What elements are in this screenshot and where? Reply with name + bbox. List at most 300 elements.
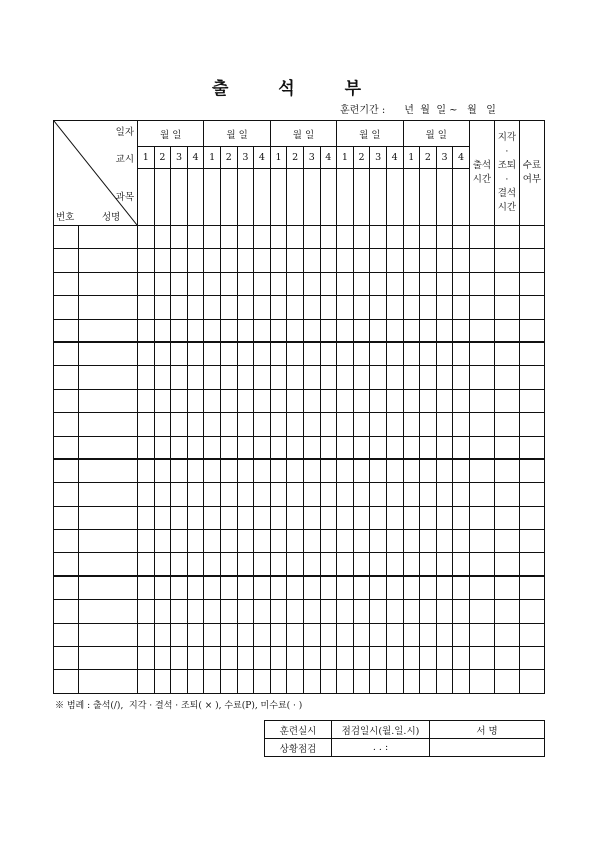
row-name-cell[interactable] xyxy=(79,249,138,272)
row-name-cell[interactable] xyxy=(79,670,138,693)
attendance-mark-cell[interactable] xyxy=(370,413,387,436)
attendance-mark-cell[interactable] xyxy=(187,459,204,482)
attendance-mark-cell[interactable] xyxy=(453,249,470,272)
attendance-time-cell[interactable] xyxy=(469,319,494,342)
subject-cell[interactable] xyxy=(320,169,337,226)
completion-cell[interactable] xyxy=(519,226,544,249)
attendance-mark-cell[interactable] xyxy=(303,319,320,342)
attendance-mark-cell[interactable] xyxy=(420,296,437,319)
row-name-cell[interactable] xyxy=(79,342,138,365)
late-leave-time-cell[interactable] xyxy=(494,272,519,295)
attendance-mark-cell[interactable] xyxy=(353,670,370,693)
attendance-mark-cell[interactable] xyxy=(386,647,403,670)
attendance-mark-cell[interactable] xyxy=(353,459,370,482)
attendance-mark-cell[interactable] xyxy=(220,296,237,319)
attendance-mark-cell[interactable] xyxy=(220,553,237,576)
attendance-mark-cell[interactable] xyxy=(303,483,320,506)
attendance-mark-cell[interactable] xyxy=(370,600,387,623)
attendance-mark-cell[interactable] xyxy=(370,530,387,553)
attendance-mark-cell[interactable] xyxy=(353,366,370,389)
attendance-mark-cell[interactable] xyxy=(386,249,403,272)
completion-cell[interactable] xyxy=(519,436,544,459)
row-name-cell[interactable] xyxy=(79,506,138,529)
row-number-cell[interactable] xyxy=(54,553,79,576)
attendance-mark-cell[interactable] xyxy=(353,272,370,295)
attendance-mark-cell[interactable] xyxy=(303,272,320,295)
row-number-cell[interactable] xyxy=(54,436,79,459)
row-name-cell[interactable] xyxy=(79,600,138,623)
attendance-mark-cell[interactable] xyxy=(154,647,171,670)
attendance-mark-cell[interactable] xyxy=(370,647,387,670)
attendance-mark-cell[interactable] xyxy=(270,389,287,412)
attendance-mark-cell[interactable] xyxy=(320,226,337,249)
attendance-mark-cell[interactable] xyxy=(453,296,470,319)
attendance-mark-cell[interactable] xyxy=(420,249,437,272)
attendance-mark-cell[interactable] xyxy=(303,342,320,365)
attendance-mark-cell[interactable] xyxy=(220,389,237,412)
attendance-mark-cell[interactable] xyxy=(220,506,237,529)
attendance-mark-cell[interactable] xyxy=(386,670,403,693)
attendance-mark-cell[interactable] xyxy=(187,296,204,319)
attendance-mark-cell[interactable] xyxy=(320,389,337,412)
attendance-mark-cell[interactable] xyxy=(370,389,387,412)
attendance-mark-cell[interactable] xyxy=(187,436,204,459)
attendance-mark-cell[interactable] xyxy=(220,576,237,599)
attendance-mark-cell[interactable] xyxy=(337,670,354,693)
attendance-mark-cell[interactable] xyxy=(453,647,470,670)
attendance-mark-cell[interactable] xyxy=(237,483,254,506)
late-leave-time-cell[interactable] xyxy=(494,553,519,576)
attendance-mark-cell[interactable] xyxy=(138,366,155,389)
attendance-mark-cell[interactable] xyxy=(237,366,254,389)
row-number-cell[interactable] xyxy=(54,670,79,693)
attendance-mark-cell[interactable] xyxy=(138,413,155,436)
attendance-mark-cell[interactable] xyxy=(204,226,221,249)
attendance-mark-cell[interactable] xyxy=(353,226,370,249)
attendance-time-cell[interactable] xyxy=(469,366,494,389)
attendance-mark-cell[interactable] xyxy=(353,389,370,412)
attendance-time-cell[interactable] xyxy=(469,459,494,482)
attendance-mark-cell[interactable] xyxy=(237,530,254,553)
attendance-mark-cell[interactable] xyxy=(270,623,287,646)
attendance-mark-cell[interactable] xyxy=(204,366,221,389)
attendance-mark-cell[interactable] xyxy=(204,600,221,623)
subject-cell[interactable] xyxy=(303,169,320,226)
attendance-mark-cell[interactable] xyxy=(320,319,337,342)
attendance-mark-cell[interactable] xyxy=(453,576,470,599)
attendance-mark-cell[interactable] xyxy=(287,506,304,529)
attendance-mark-cell[interactable] xyxy=(436,436,453,459)
attendance-mark-cell[interactable] xyxy=(386,226,403,249)
completion-cell[interactable] xyxy=(519,296,544,319)
attendance-mark-cell[interactable] xyxy=(337,530,354,553)
completion-cell[interactable] xyxy=(519,553,544,576)
attendance-mark-cell[interactable] xyxy=(320,413,337,436)
attendance-time-cell[interactable] xyxy=(469,670,494,693)
attendance-mark-cell[interactable] xyxy=(386,296,403,319)
late-leave-time-cell[interactable] xyxy=(494,226,519,249)
attendance-mark-cell[interactable] xyxy=(320,647,337,670)
inspection-datetime-field[interactable]: . . : xyxy=(332,739,430,757)
row-number-cell[interactable] xyxy=(54,389,79,412)
attendance-time-cell[interactable] xyxy=(469,506,494,529)
attendance-mark-cell[interactable] xyxy=(420,600,437,623)
attendance-mark-cell[interactable] xyxy=(303,647,320,670)
attendance-mark-cell[interactable] xyxy=(403,366,420,389)
attendance-mark-cell[interactable] xyxy=(453,389,470,412)
row-name-cell[interactable] xyxy=(79,576,138,599)
attendance-time-cell[interactable] xyxy=(469,576,494,599)
attendance-mark-cell[interactable] xyxy=(138,647,155,670)
late-leave-time-cell[interactable] xyxy=(494,506,519,529)
attendance-mark-cell[interactable] xyxy=(171,623,188,646)
attendance-mark-cell[interactable] xyxy=(254,553,271,576)
attendance-mark-cell[interactable] xyxy=(237,342,254,365)
attendance-mark-cell[interactable] xyxy=(403,600,420,623)
attendance-mark-cell[interactable] xyxy=(171,319,188,342)
attendance-mark-cell[interactable] xyxy=(453,226,470,249)
attendance-mark-cell[interactable] xyxy=(320,530,337,553)
late-leave-time-cell[interactable] xyxy=(494,647,519,670)
attendance-mark-cell[interactable] xyxy=(453,459,470,482)
row-number-cell[interactable] xyxy=(54,647,79,670)
attendance-mark-cell[interactable] xyxy=(337,647,354,670)
subject-cell[interactable] xyxy=(287,169,304,226)
attendance-mark-cell[interactable] xyxy=(138,623,155,646)
attendance-time-cell[interactable] xyxy=(469,623,494,646)
attendance-mark-cell[interactable] xyxy=(320,436,337,459)
row-name-cell[interactable] xyxy=(79,647,138,670)
attendance-mark-cell[interactable] xyxy=(220,342,237,365)
attendance-mark-cell[interactable] xyxy=(403,647,420,670)
attendance-mark-cell[interactable] xyxy=(254,506,271,529)
attendance-mark-cell[interactable] xyxy=(154,272,171,295)
late-leave-time-cell[interactable] xyxy=(494,623,519,646)
attendance-mark-cell[interactable] xyxy=(386,436,403,459)
row-number-cell[interactable] xyxy=(54,600,79,623)
attendance-mark-cell[interactable] xyxy=(138,530,155,553)
attendance-time-cell[interactable] xyxy=(469,483,494,506)
attendance-mark-cell[interactable] xyxy=(220,249,237,272)
attendance-mark-cell[interactable] xyxy=(138,436,155,459)
attendance-mark-cell[interactable] xyxy=(187,226,204,249)
attendance-mark-cell[interactable] xyxy=(187,506,204,529)
attendance-mark-cell[interactable] xyxy=(370,296,387,319)
attendance-mark-cell[interactable] xyxy=(287,249,304,272)
subject-cell[interactable] xyxy=(337,169,354,226)
attendance-mark-cell[interactable] xyxy=(287,600,304,623)
attendance-time-cell[interactable] xyxy=(469,226,494,249)
attendance-mark-cell[interactable] xyxy=(337,272,354,295)
attendance-mark-cell[interactable] xyxy=(287,623,304,646)
attendance-mark-cell[interactable] xyxy=(420,483,437,506)
attendance-time-cell[interactable] xyxy=(469,296,494,319)
attendance-mark-cell[interactable] xyxy=(270,272,287,295)
attendance-mark-cell[interactable] xyxy=(403,506,420,529)
attendance-mark-cell[interactable] xyxy=(270,319,287,342)
attendance-mark-cell[interactable] xyxy=(320,342,337,365)
late-leave-time-cell[interactable] xyxy=(494,249,519,272)
completion-cell[interactable] xyxy=(519,389,544,412)
attendance-mark-cell[interactable] xyxy=(204,506,221,529)
attendance-mark-cell[interactable] xyxy=(287,272,304,295)
inspection-sign-field[interactable] xyxy=(430,739,545,757)
attendance-mark-cell[interactable] xyxy=(204,296,221,319)
attendance-mark-cell[interactable] xyxy=(187,623,204,646)
attendance-mark-cell[interactable] xyxy=(237,459,254,482)
attendance-mark-cell[interactable] xyxy=(237,506,254,529)
row-number-cell[interactable] xyxy=(54,459,79,482)
attendance-mark-cell[interactable] xyxy=(403,389,420,412)
attendance-mark-cell[interactable] xyxy=(436,576,453,599)
subject-cell[interactable] xyxy=(270,169,287,226)
attendance-mark-cell[interactable] xyxy=(453,506,470,529)
attendance-mark-cell[interactable] xyxy=(154,623,171,646)
attendance-mark-cell[interactable] xyxy=(154,553,171,576)
attendance-mark-cell[interactable] xyxy=(420,553,437,576)
attendance-mark-cell[interactable] xyxy=(237,647,254,670)
attendance-mark-cell[interactable] xyxy=(403,459,420,482)
attendance-mark-cell[interactable] xyxy=(171,530,188,553)
attendance-mark-cell[interactable] xyxy=(303,366,320,389)
attendance-mark-cell[interactable] xyxy=(237,249,254,272)
attendance-mark-cell[interactable] xyxy=(453,483,470,506)
attendance-mark-cell[interactable] xyxy=(403,226,420,249)
subject-cell[interactable] xyxy=(353,169,370,226)
attendance-mark-cell[interactable] xyxy=(138,272,155,295)
late-leave-time-cell[interactable] xyxy=(494,436,519,459)
row-name-cell[interactable] xyxy=(79,623,138,646)
attendance-mark-cell[interactable] xyxy=(171,272,188,295)
attendance-mark-cell[interactable] xyxy=(254,600,271,623)
attendance-mark-cell[interactable] xyxy=(287,342,304,365)
attendance-mark-cell[interactable] xyxy=(337,553,354,576)
attendance-mark-cell[interactable] xyxy=(237,226,254,249)
attendance-mark-cell[interactable] xyxy=(171,296,188,319)
attendance-mark-cell[interactable] xyxy=(254,272,271,295)
completion-cell[interactable] xyxy=(519,506,544,529)
late-leave-time-cell[interactable] xyxy=(494,670,519,693)
row-name-cell[interactable] xyxy=(79,413,138,436)
attendance-mark-cell[interactable] xyxy=(254,413,271,436)
attendance-mark-cell[interactable] xyxy=(220,459,237,482)
attendance-mark-cell[interactable] xyxy=(320,623,337,646)
attendance-mark-cell[interactable] xyxy=(270,342,287,365)
subject-cell[interactable] xyxy=(420,169,437,226)
attendance-mark-cell[interactable] xyxy=(320,366,337,389)
attendance-mark-cell[interactable] xyxy=(320,506,337,529)
attendance-mark-cell[interactable] xyxy=(337,249,354,272)
attendance-mark-cell[interactable] xyxy=(138,342,155,365)
attendance-mark-cell[interactable] xyxy=(337,366,354,389)
row-number-cell[interactable] xyxy=(54,530,79,553)
attendance-mark-cell[interactable] xyxy=(353,623,370,646)
attendance-mark-cell[interactable] xyxy=(254,389,271,412)
attendance-mark-cell[interactable] xyxy=(303,506,320,529)
attendance-mark-cell[interactable] xyxy=(220,436,237,459)
attendance-mark-cell[interactable] xyxy=(220,319,237,342)
attendance-mark-cell[interactable] xyxy=(386,553,403,576)
attendance-mark-cell[interactable] xyxy=(386,530,403,553)
attendance-mark-cell[interactable] xyxy=(270,483,287,506)
attendance-mark-cell[interactable] xyxy=(138,226,155,249)
attendance-mark-cell[interactable] xyxy=(138,296,155,319)
attendance-mark-cell[interactable] xyxy=(337,459,354,482)
attendance-mark-cell[interactable] xyxy=(420,576,437,599)
attendance-mark-cell[interactable] xyxy=(154,226,171,249)
attendance-mark-cell[interactable] xyxy=(403,576,420,599)
subject-cell[interactable] xyxy=(237,169,254,226)
row-number-cell[interactable] xyxy=(54,249,79,272)
row-name-cell[interactable] xyxy=(79,296,138,319)
attendance-mark-cell[interactable] xyxy=(303,413,320,436)
attendance-mark-cell[interactable] xyxy=(320,296,337,319)
attendance-mark-cell[interactable] xyxy=(420,436,437,459)
attendance-mark-cell[interactable] xyxy=(303,553,320,576)
attendance-mark-cell[interactable] xyxy=(403,530,420,553)
late-leave-time-cell[interactable] xyxy=(494,459,519,482)
attendance-mark-cell[interactable] xyxy=(237,296,254,319)
attendance-mark-cell[interactable] xyxy=(138,670,155,693)
attendance-mark-cell[interactable] xyxy=(154,249,171,272)
attendance-mark-cell[interactable] xyxy=(171,670,188,693)
row-number-cell[interactable] xyxy=(54,226,79,249)
attendance-mark-cell[interactable] xyxy=(254,647,271,670)
completion-cell[interactable] xyxy=(519,249,544,272)
attendance-mark-cell[interactable] xyxy=(220,272,237,295)
attendance-mark-cell[interactable] xyxy=(386,576,403,599)
attendance-mark-cell[interactable] xyxy=(237,600,254,623)
attendance-mark-cell[interactable] xyxy=(237,436,254,459)
attendance-mark-cell[interactable] xyxy=(453,530,470,553)
attendance-mark-cell[interactable] xyxy=(187,670,204,693)
attendance-time-cell[interactable] xyxy=(469,436,494,459)
attendance-mark-cell[interactable] xyxy=(436,483,453,506)
row-number-cell[interactable] xyxy=(54,483,79,506)
completion-cell[interactable] xyxy=(519,272,544,295)
attendance-mark-cell[interactable] xyxy=(453,436,470,459)
attendance-mark-cell[interactable] xyxy=(436,366,453,389)
row-name-cell[interactable] xyxy=(79,553,138,576)
attendance-mark-cell[interactable] xyxy=(254,623,271,646)
subject-cell[interactable] xyxy=(370,169,387,226)
attendance-mark-cell[interactable] xyxy=(154,459,171,482)
attendance-mark-cell[interactable] xyxy=(171,249,188,272)
attendance-mark-cell[interactable] xyxy=(138,553,155,576)
attendance-mark-cell[interactable] xyxy=(436,272,453,295)
attendance-mark-cell[interactable] xyxy=(353,319,370,342)
subject-cell[interactable] xyxy=(187,169,204,226)
attendance-mark-cell[interactable] xyxy=(403,296,420,319)
attendance-mark-cell[interactable] xyxy=(370,670,387,693)
attendance-mark-cell[interactable] xyxy=(420,459,437,482)
attendance-mark-cell[interactable] xyxy=(353,647,370,670)
attendance-mark-cell[interactable] xyxy=(436,506,453,529)
attendance-mark-cell[interactable] xyxy=(204,249,221,272)
attendance-mark-cell[interactable] xyxy=(270,506,287,529)
row-name-cell[interactable] xyxy=(79,436,138,459)
attendance-mark-cell[interactable] xyxy=(270,436,287,459)
row-name-cell[interactable] xyxy=(79,272,138,295)
attendance-mark-cell[interactable] xyxy=(386,623,403,646)
attendance-mark-cell[interactable] xyxy=(237,623,254,646)
attendance-mark-cell[interactable] xyxy=(171,413,188,436)
attendance-mark-cell[interactable] xyxy=(171,459,188,482)
attendance-mark-cell[interactable] xyxy=(254,670,271,693)
attendance-mark-cell[interactable] xyxy=(420,413,437,436)
attendance-mark-cell[interactable] xyxy=(420,226,437,249)
attendance-mark-cell[interactable] xyxy=(403,623,420,646)
attendance-mark-cell[interactable] xyxy=(287,483,304,506)
subject-cell[interactable] xyxy=(254,169,271,226)
attendance-mark-cell[interactable] xyxy=(254,319,271,342)
attendance-mark-cell[interactable] xyxy=(320,272,337,295)
attendance-mark-cell[interactable] xyxy=(171,506,188,529)
attendance-mark-cell[interactable] xyxy=(138,319,155,342)
attendance-mark-cell[interactable] xyxy=(154,600,171,623)
attendance-mark-cell[interactable] xyxy=(154,436,171,459)
attendance-mark-cell[interactable] xyxy=(403,342,420,365)
attendance-mark-cell[interactable] xyxy=(386,506,403,529)
attendance-mark-cell[interactable] xyxy=(270,366,287,389)
attendance-mark-cell[interactable] xyxy=(453,413,470,436)
attendance-mark-cell[interactable] xyxy=(254,296,271,319)
attendance-mark-cell[interactable] xyxy=(303,226,320,249)
attendance-time-cell[interactable] xyxy=(469,342,494,365)
attendance-mark-cell[interactable] xyxy=(420,530,437,553)
attendance-mark-cell[interactable] xyxy=(353,483,370,506)
attendance-mark-cell[interactable] xyxy=(420,389,437,412)
attendance-mark-cell[interactable] xyxy=(187,647,204,670)
attendance-mark-cell[interactable] xyxy=(303,576,320,599)
row-number-cell[interactable] xyxy=(54,506,79,529)
attendance-time-cell[interactable] xyxy=(469,272,494,295)
attendance-mark-cell[interactable] xyxy=(303,296,320,319)
completion-cell[interactable] xyxy=(519,342,544,365)
attendance-mark-cell[interactable] xyxy=(303,670,320,693)
attendance-mark-cell[interactable] xyxy=(187,553,204,576)
attendance-mark-cell[interactable] xyxy=(453,553,470,576)
attendance-mark-cell[interactable] xyxy=(138,249,155,272)
attendance-mark-cell[interactable] xyxy=(154,389,171,412)
attendance-mark-cell[interactable] xyxy=(303,249,320,272)
attendance-mark-cell[interactable] xyxy=(187,366,204,389)
attendance-mark-cell[interactable] xyxy=(220,413,237,436)
attendance-mark-cell[interactable] xyxy=(237,553,254,576)
attendance-mark-cell[interactable] xyxy=(171,389,188,412)
attendance-mark-cell[interactable] xyxy=(370,366,387,389)
attendance-mark-cell[interactable] xyxy=(420,647,437,670)
attendance-mark-cell[interactable] xyxy=(171,436,188,459)
attendance-mark-cell[interactable] xyxy=(171,647,188,670)
attendance-mark-cell[interactable] xyxy=(403,249,420,272)
attendance-mark-cell[interactable] xyxy=(353,530,370,553)
attendance-mark-cell[interactable] xyxy=(187,272,204,295)
subject-cell[interactable] xyxy=(436,169,453,226)
attendance-mark-cell[interactable] xyxy=(171,553,188,576)
completion-cell[interactable] xyxy=(519,530,544,553)
attendance-mark-cell[interactable] xyxy=(353,553,370,576)
attendance-mark-cell[interactable] xyxy=(370,226,387,249)
row-name-cell[interactable] xyxy=(79,389,138,412)
attendance-mark-cell[interactable] xyxy=(403,436,420,459)
attendance-mark-cell[interactable] xyxy=(453,623,470,646)
attendance-mark-cell[interactable] xyxy=(254,342,271,365)
attendance-mark-cell[interactable] xyxy=(403,272,420,295)
attendance-mark-cell[interactable] xyxy=(220,670,237,693)
attendance-mark-cell[interactable] xyxy=(353,506,370,529)
attendance-mark-cell[interactable] xyxy=(386,272,403,295)
